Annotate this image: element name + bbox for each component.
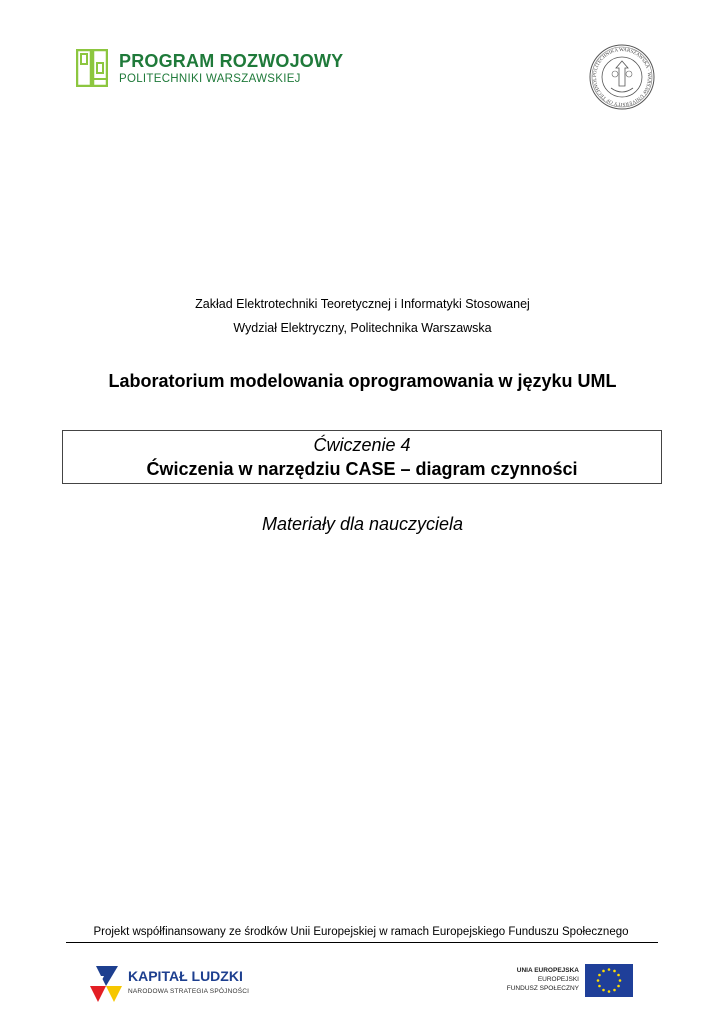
program-logo-subtitle: POLITECHNIKI WARSZAWSKIEJ bbox=[119, 73, 301, 85]
exercise-number: Ćwiczenie 4 bbox=[313, 435, 411, 455]
kapital-ludzki-logo bbox=[88, 962, 248, 1006]
eu-star bbox=[613, 970, 616, 973]
kapital-ludzki-icon bbox=[88, 964, 124, 1004]
eu-star bbox=[608, 990, 611, 993]
exercise-subtitle: Ćwiczenia w narzędziu CASE – diagram czynności bbox=[146, 459, 578, 479]
eu-star bbox=[598, 985, 601, 988]
eu-line1: UNIA EUROPEJSKA bbox=[516, 967, 579, 974]
department-name: Zakład Elektrotechniki Teoretycznej i Informatyki Stosowanej bbox=[195, 297, 530, 311]
eu-star bbox=[617, 974, 620, 977]
eu-line2: EUROPEJSKI bbox=[537, 976, 579, 983]
program-logo-title: PROGRAM ROZWOJOWY bbox=[119, 51, 344, 71]
eu-logo bbox=[505, 964, 633, 1000]
kapital-ludzki-title: KAPITAŁ LUDZKI bbox=[128, 968, 243, 984]
eu-star bbox=[598, 974, 601, 977]
kapital-ludzki-subtitle: NARODOWA STRATEGIA SPÓJNOŚCI bbox=[128, 988, 250, 995]
program-logo bbox=[76, 49, 344, 93]
eu-star bbox=[608, 968, 611, 971]
eu-star bbox=[613, 989, 616, 992]
funding-statement: Projekt współfinansowany ze środków Unii Europejskiej w ramach Europejskiego Funduszu Społecznego bbox=[93, 926, 629, 938]
faculty-name: Wydział Elektryczny, Politechnika Warszawska bbox=[233, 321, 492, 335]
eu-star bbox=[602, 970, 605, 973]
footer-divider bbox=[66, 942, 658, 943]
eu-flag-icon bbox=[585, 964, 633, 997]
exercise-box bbox=[62, 430, 662, 484]
program-logo-icon bbox=[76, 49, 108, 87]
lab-title: Laboratorium modelowania oprogramowania w języku UML bbox=[108, 371, 617, 391]
university-seal-icon bbox=[589, 44, 655, 110]
eu-star bbox=[597, 979, 600, 982]
seal-ring-text: POLITECHNIKA WARSZAWSKA · WARSAW UNIVERSITY OF TECHNOL bbox=[592, 47, 652, 107]
eu-star bbox=[619, 979, 622, 982]
eu-star bbox=[617, 985, 620, 988]
materials-label: Materiały dla nauczyciela bbox=[261, 514, 464, 534]
eu-star bbox=[602, 989, 605, 992]
eu-line3: FUNDUSZ SPOŁECZNY bbox=[506, 985, 579, 992]
